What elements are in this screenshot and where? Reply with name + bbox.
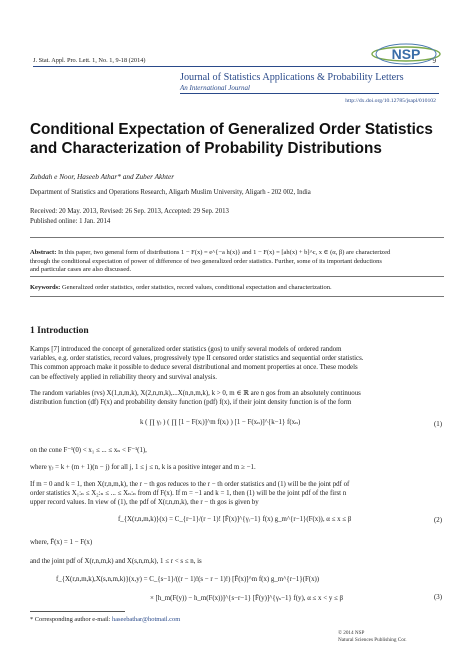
intro-line: Kamps [7] introduced the concept of generalized order statistics (gos) to unify several models of ordered random	[30, 346, 342, 353]
rv-paragraph	[30, 389, 444, 407]
copyright-line-2: Natural Sciences Publishing Cor.	[338, 637, 407, 643]
abstract-label: Abstract:	[30, 249, 57, 256]
copyright-line-1: © 2014 NSP	[338, 630, 365, 636]
title-line-1: Conditional Expectation of Generalized Order Statistics	[30, 121, 433, 138]
authors: Zubdah e Noor, Haseeb Athar* and Zuber Akhter	[30, 172, 175, 181]
footnote-rule	[30, 611, 125, 612]
rv-line: distribution function (df) F(x) and probability density function (pdf) f(x), if their joint density function is of the form	[30, 399, 352, 407]
equation-number: (2)	[433, 517, 442, 524]
keywords-label: Keywords:	[30, 284, 61, 291]
nsp-logo	[366, 38, 446, 74]
abstract	[30, 249, 444, 275]
abstract-line-3: and particular cases are also discussed.	[30, 266, 132, 274]
equation-1: k ( ∏ γⱼ ) ( ∏ [1 − F(xᵢ)]^m f(xᵢ) ) [1 − F(xₙ)]^{k−1} f(xₙ)	[140, 419, 301, 426]
svg-text:NSP: NSP	[391, 46, 421, 62]
intro-paragraph	[30, 345, 444, 382]
published-date: Published online: 1 Jan. 2014	[30, 217, 111, 225]
dates	[30, 207, 229, 226]
footnote	[30, 616, 180, 623]
page-number: 9	[432, 57, 436, 65]
footnote-email[interactable]: haseebathar@hotmail.com	[112, 616, 181, 623]
footnote-label: * Corresponding author e-mail:	[30, 616, 111, 623]
equation-number: (1)	[433, 421, 442, 428]
keywords	[30, 284, 444, 291]
joint-line: and the joint pdf of X(r,n,m,k) and X(s,n,m,k), 1 ≤ r < s ≤ n, is	[30, 558, 202, 565]
equation-3b: × [h_m(F(y)) − h_m(F(x))]^{s−r−1} [F̄(y)]^{γₛ−1} f(y), α ≤ x < y ≤ β	[150, 595, 343, 602]
equation-2: f_{X(r,n,m,k)}(x) = C_{r−1}/(r − 1)! [F̄(x)]^{γᵣ−1} f(x) g_m^{r−1}(F(x)), α ≤ x ≤ β	[118, 516, 352, 523]
citation: J. Stat. Appl. Pro. Lett. 1, No. 1, 9-18 (2014)	[33, 57, 146, 64]
keywords-rule	[30, 296, 444, 297]
keywords-text: Generalized order statistics, order statistics, record values, conditional expectation and characterization.	[61, 284, 332, 291]
where-bar-line: where, F̄(x) = 1 − F(x)	[30, 539, 93, 546]
journal-subtitle: An International Journal	[180, 84, 250, 92]
received-dates: Received: 20 May. 2013, Revised: 26 Sep. 2013, Accepted: 29 Sep. 2013	[30, 208, 229, 215]
abstract-line-2: through the conditional expectation of power of difference of two generalized order statistics. Further, some of its important deductions	[30, 257, 382, 265]
if-line: If m = 0 and k = 1, then X(r,n,m,k), the r − th gos reduces to the r − th order statistics and (1) will be the joint pdf of	[30, 481, 350, 488]
if-paragraph	[30, 480, 444, 508]
paper-title	[30, 120, 450, 158]
equation-number: (3)	[433, 594, 442, 601]
intro-line: variables, e.g. order statistics, record values, progressively type II censored order statistics and sequential order statistics.	[30, 355, 364, 363]
doi-link[interactable]: http://dx.doi.org/10.12785/jsapl/010102	[345, 98, 436, 104]
intro-line: can be effectively applied in reliability theory and survival analysis.	[30, 373, 218, 381]
if-line: upper record values. In view of (1), the pdf of X(r,n,m,k), the r − th gos is given by	[30, 499, 259, 507]
journal-rule	[180, 93, 439, 94]
affiliation: Department of Statistics and Operations Research, Aligarh Muslim University, Aligarh - 202 002, India	[30, 189, 311, 196]
rv-line: The random variables (rvs) X(1,n,m,k), X(2,n,m,k),...X(n,n,m,k), k > 0, m ∈ ℝ are n gos from an absolutely continuous	[30, 390, 361, 397]
cone-line: on the cone F⁻¹(0) < x₁ ≤ ... ≤ xₙ < F⁻¹(1),	[30, 447, 147, 454]
journal-name: Journal of Statistics Applications & Probability Letters	[180, 72, 404, 83]
title-line-2: and Characterization of Probability Distributions	[30, 140, 382, 157]
abstract-line-1: In this paper, two general form of distributions 1 − F(x) = e^{−a h(x)} and 1 − F(x) = [ah(x) + b]^c, x ∈ (α, β) are characterized	[57, 249, 391, 256]
where-line: where γⱼ = k + (m + 1)(n − j) for all j, 1 ≤ j ≤ n, k is a positive integer and m ≥ −1.	[30, 464, 256, 471]
if-line: order statistics X₁:ₙ ≤ X₂:ₙ ≤ ... ≤ Xₙ:ₙ from df F(x). If m = −1 and k = 1, then (1) will be the joint pdf of the first n	[30, 490, 347, 498]
section-title: 1 Introduction	[30, 326, 89, 336]
copyright	[338, 630, 407, 644]
intro-line: This common approach make it possible to deduce several distributional and moment properties at once. These models	[30, 364, 358, 372]
equation-3a: f_{X(r,n,m,k),X(s,n,m,k)}(x,y) = C_{s−1}/((r − 1)!(s − r − 1)!) [F̄(x)]^m f(x) g_m^{r−1}(F(x))	[56, 576, 320, 583]
